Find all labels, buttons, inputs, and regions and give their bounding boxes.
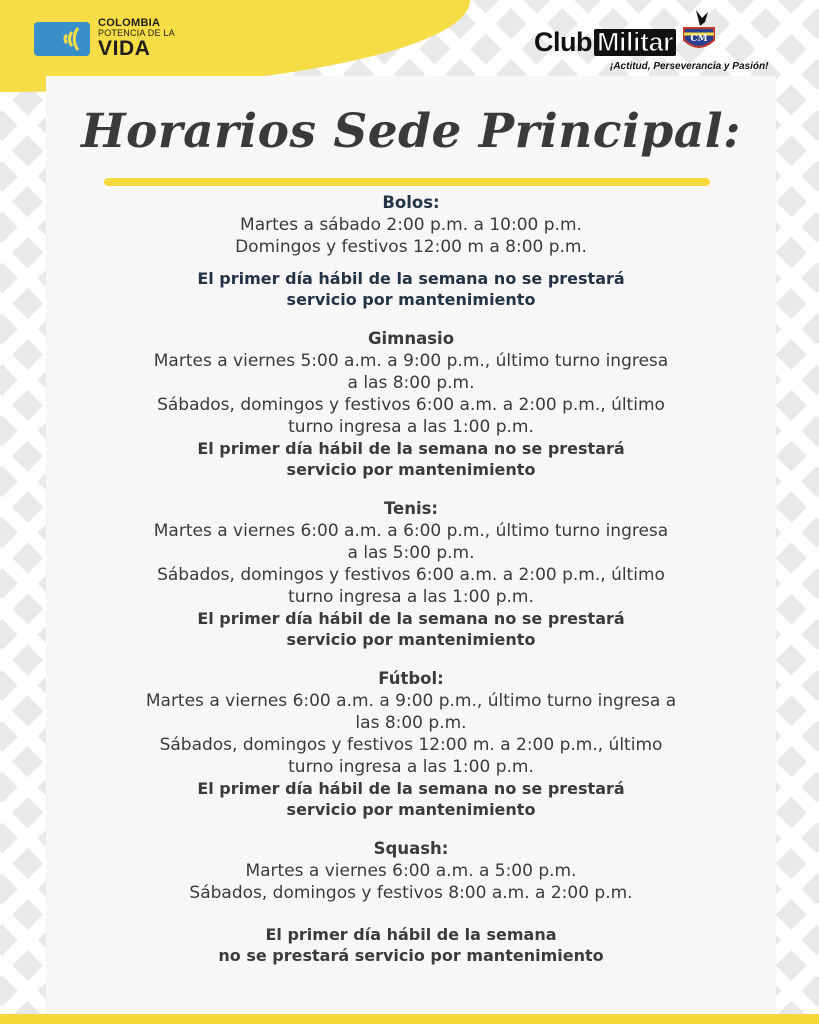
maintenance-notice-line: El primer día hábil de la semana no se prestará bbox=[197, 779, 625, 798]
schedule-line: turno ingresa a las 1:00 p.m. bbox=[288, 417, 534, 437]
section-heading: Squash: bbox=[373, 839, 449, 858]
section-squash bbox=[46, 838, 776, 966]
schedule-line: Sábados, domingos y festivos 6:00 a.m. a 2:00 p.m., último bbox=[157, 565, 665, 585]
eagle-shield-icon bbox=[678, 8, 720, 56]
schedule-line: Sábados, domingos y festivos 6:00 a.m. a 2:00 p.m., último bbox=[157, 395, 665, 415]
club-militar-logo bbox=[534, 8, 769, 72]
schedule-line: Sábados, domingos y festivos 8:00 a.m. a 2:00 p.m. bbox=[189, 883, 633, 903]
spacer bbox=[46, 258, 776, 268]
club-slogan: ¡Actitud, Perseverancia y Pasión! bbox=[610, 61, 769, 72]
emblem-cm-text: CM bbox=[690, 34, 708, 44]
maintenance-notice-line: El primer día hábil de la semana bbox=[265, 925, 557, 944]
page-title: Horarios Sede Principal: bbox=[81, 104, 741, 159]
section-futbol bbox=[46, 668, 776, 820]
schedule-line: a las 8:00 p.m. bbox=[347, 373, 475, 393]
section-heading: Tenis: bbox=[383, 499, 439, 518]
title-underline bbox=[104, 178, 710, 186]
maintenance-notice-line: El primer día hábil de la semana no se prestará bbox=[197, 269, 625, 288]
bottom-yellow-bar bbox=[0, 1014, 819, 1024]
schedule-content bbox=[46, 192, 776, 984]
club-logo-word2: Militar bbox=[594, 29, 676, 56]
schedule-line: Martes a viernes 6:00 a.m. a 5:00 p.m. bbox=[245, 861, 577, 881]
maintenance-notice-line: El primer día hábil de la semana no se prestará bbox=[197, 609, 625, 628]
gov-logo-line3: VIDA bbox=[98, 37, 151, 60]
gov-logo-line1: COLOMBIA bbox=[98, 17, 161, 29]
maintenance-notice-line: servicio por mantenimiento bbox=[286, 290, 536, 309]
colombia-potencia-de-la-vida-logo bbox=[34, 18, 175, 59]
spacer bbox=[46, 914, 776, 924]
schedule-line: a las 5:00 p.m. bbox=[347, 543, 475, 563]
schedule-line: Sábados, domingos y festivos 12:00 m. a 2:00 p.m., último bbox=[159, 735, 663, 755]
maintenance-notice-line: no se prestará servicio por mantenimiento bbox=[218, 946, 604, 965]
gov-logo-line2: POTENCIA DE LA bbox=[98, 28, 175, 38]
schedule-card bbox=[46, 76, 776, 1016]
schedule-line: turno ingresa a las 1:00 p.m. bbox=[288, 587, 534, 607]
section-heading: Fútbol: bbox=[378, 669, 444, 688]
schedule-line: turno ingresa a las 1:00 p.m. bbox=[288, 757, 534, 777]
schedule-line: Martes a viernes 5:00 a.m. a 9:00 p.m., último turno ingresa bbox=[153, 351, 669, 371]
section-heading: Bolos: bbox=[382, 193, 440, 212]
schedule-line: Domingos y festivos 12:00 m a 8:00 p.m. bbox=[235, 237, 587, 257]
maintenance-notice-line: servicio por mantenimiento bbox=[286, 800, 536, 819]
section-gimnasio bbox=[46, 328, 776, 480]
schedule-line: Martes a sábado 2:00 p.m. a 10:00 p.m. bbox=[240, 215, 582, 235]
spacer bbox=[46, 904, 776, 914]
maintenance-notice-line: servicio por mantenimiento bbox=[286, 630, 536, 649]
club-logo-word1: Club bbox=[534, 27, 592, 57]
schedule-line: Martes a viernes 6:00 a.m. a 6:00 p.m., último turno ingresa bbox=[153, 521, 669, 541]
schedule-line: Martes a viernes 6:00 a.m. a 9:00 p.m., último turno ingresa a bbox=[145, 691, 677, 711]
section-tenis bbox=[46, 498, 776, 650]
maintenance-notice-line: El primer día hábil de la semana no se prestará bbox=[197, 439, 625, 458]
maintenance-notice-line: servicio por mantenimiento bbox=[286, 460, 536, 479]
section-heading: Gimnasio bbox=[367, 329, 455, 348]
colombia-wave-icon bbox=[34, 22, 90, 56]
schedule-line: las 8:00 p.m. bbox=[355, 713, 467, 733]
section-bolos bbox=[46, 192, 776, 310]
